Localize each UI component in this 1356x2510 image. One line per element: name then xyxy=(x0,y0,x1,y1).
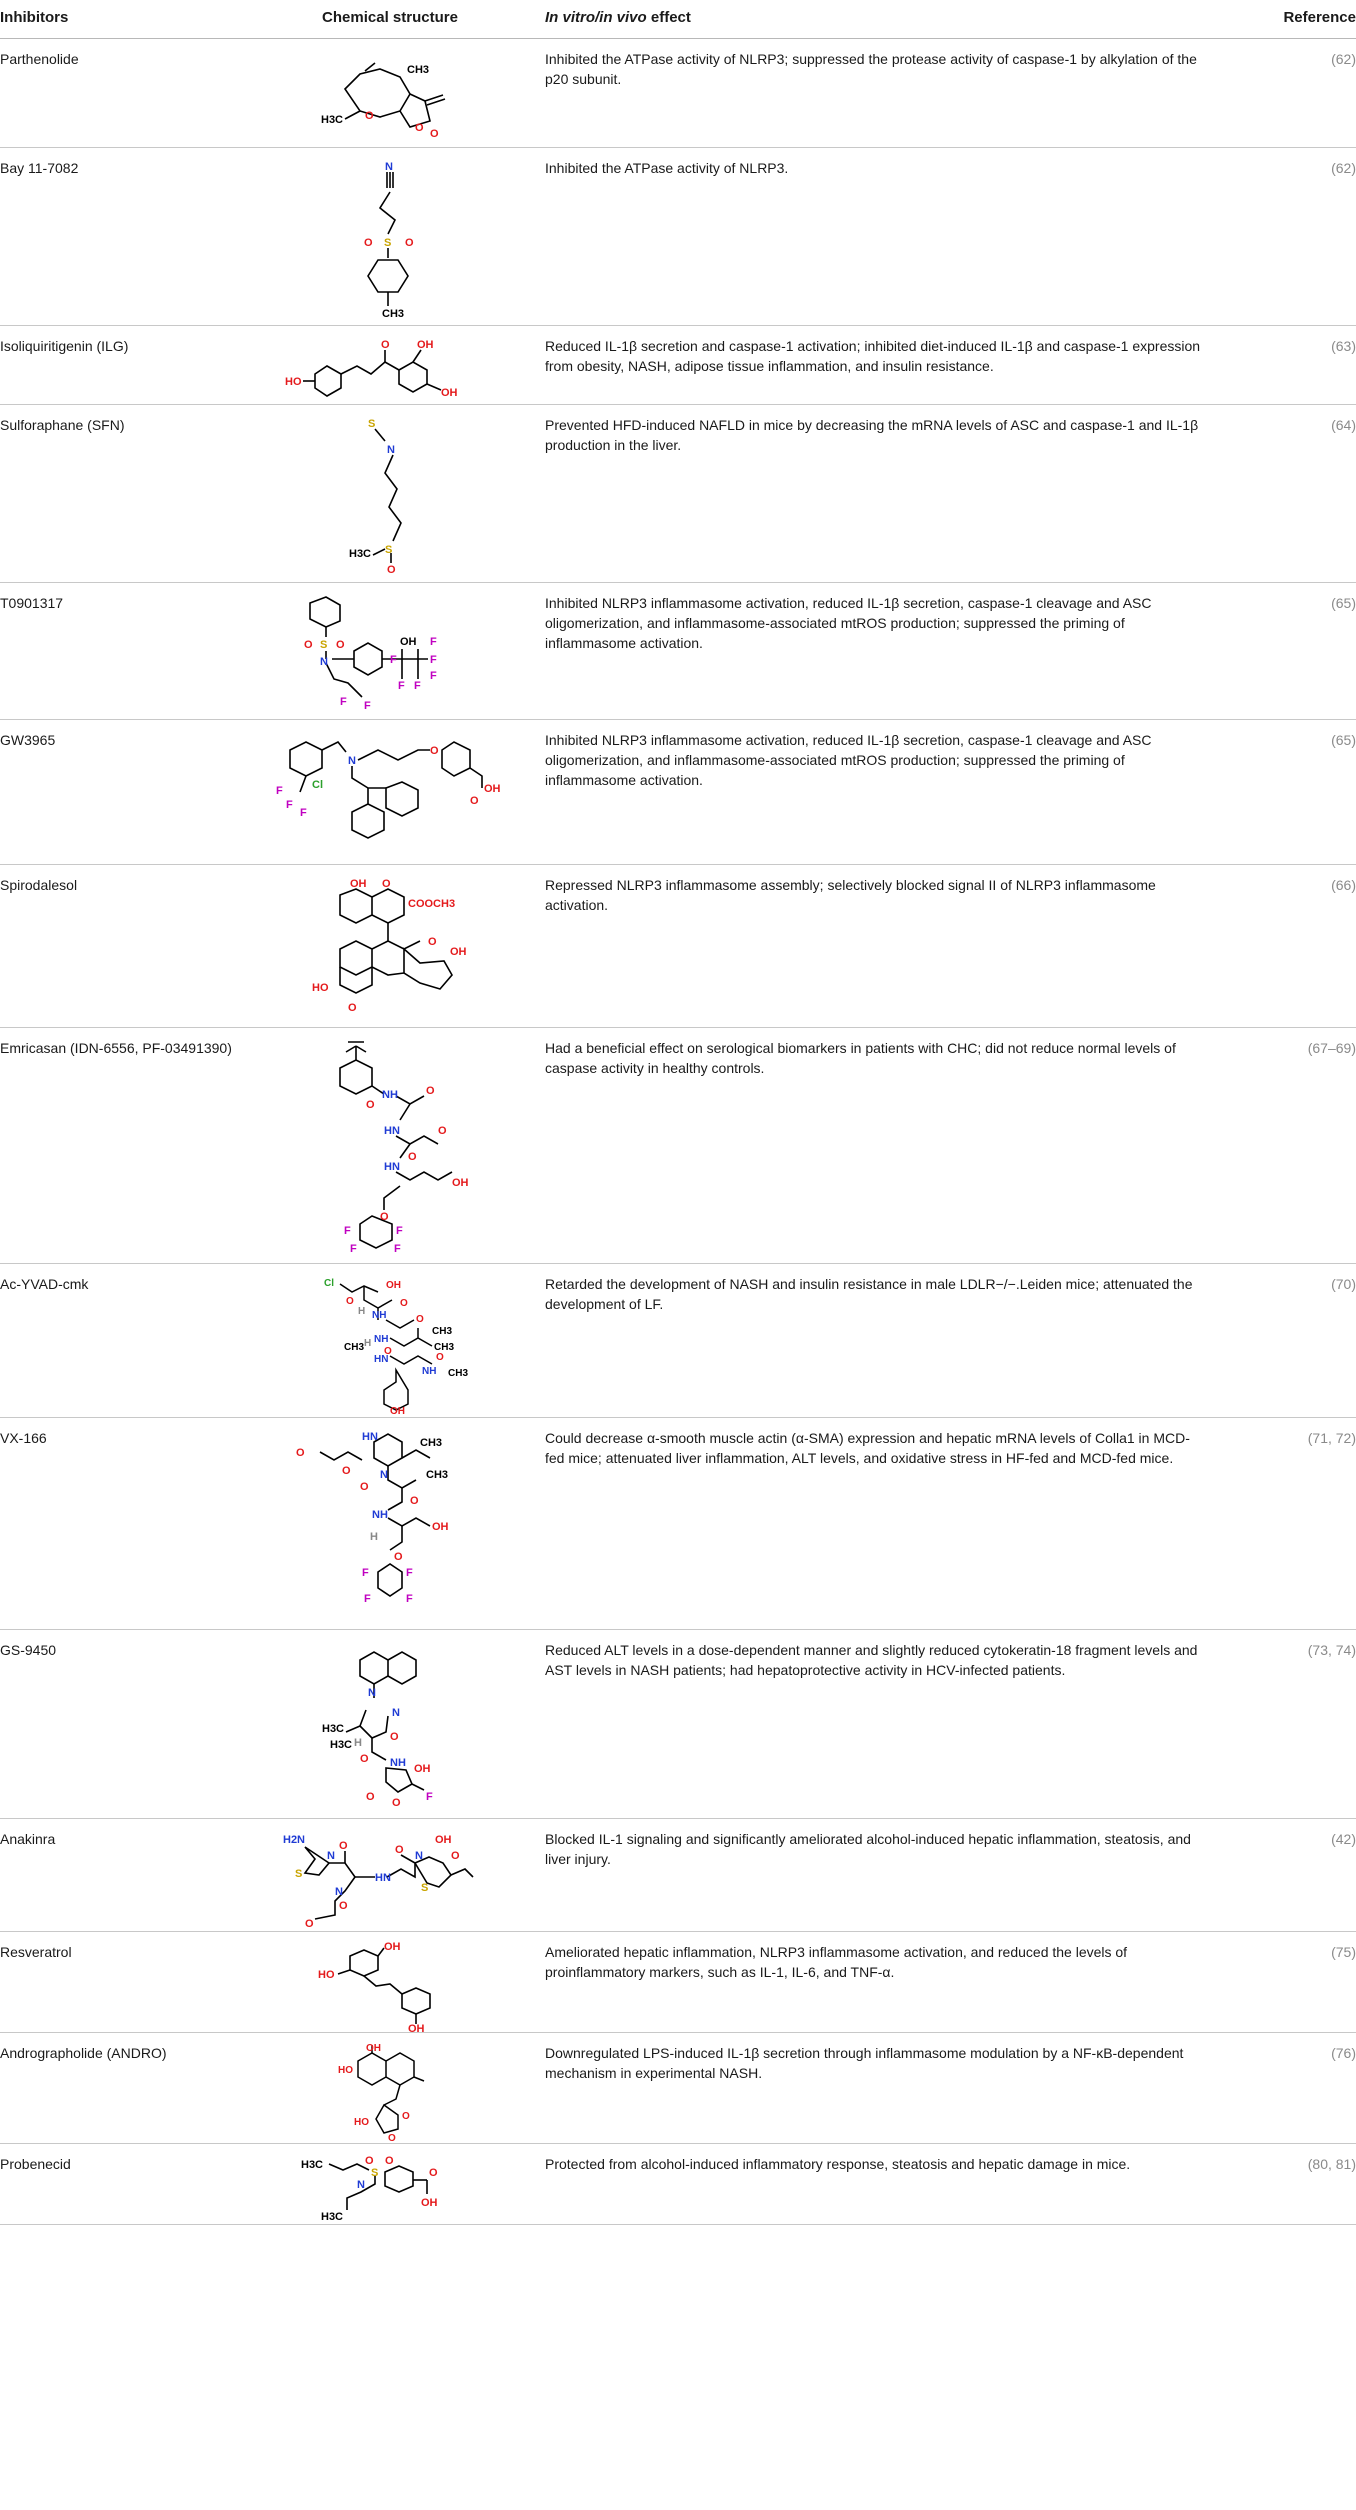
label-s: S xyxy=(295,1868,303,1880)
label-f: F xyxy=(390,654,397,666)
structure-sulforaphane xyxy=(335,415,445,575)
table-row xyxy=(0,39,1356,148)
label-f: F xyxy=(276,785,283,797)
label-cooch3: COOCH3 xyxy=(408,898,456,910)
label-oh: OH xyxy=(421,2197,438,2209)
reference-link[interactable]: (63) xyxy=(1242,326,1356,405)
effect-text: Had a beneficial effect on serological biomarkers in patients with CHC; did not reduce normal levels of caspase activity in healthy controls. xyxy=(545,1028,1242,1264)
label-h3c: H3C xyxy=(321,2211,344,2223)
inhibitor-name: T0901317 xyxy=(0,583,235,720)
reference-link[interactable]: (71, 72) xyxy=(1242,1418,1356,1630)
label-f: F xyxy=(350,1243,357,1255)
label-o: O xyxy=(426,1085,435,1097)
table-row xyxy=(0,1418,1356,1630)
table-header-row xyxy=(0,0,1356,39)
label-h: H xyxy=(354,1737,362,1749)
label-o: O xyxy=(382,878,391,890)
inhibitor-name: Anakinra xyxy=(0,1819,235,1932)
label-oh: OH xyxy=(366,2043,381,2054)
label-o: O xyxy=(394,1551,403,1563)
label-o: O xyxy=(408,1151,417,1163)
structure-cell xyxy=(235,1028,545,1264)
structure-resveratrol xyxy=(310,1942,470,2032)
label-f: F xyxy=(364,700,371,712)
reference-link[interactable]: (75) xyxy=(1242,1932,1356,2033)
header-reference: Reference xyxy=(1242,0,1356,39)
label-f: F xyxy=(414,680,421,692)
label-h: H xyxy=(358,1306,366,1317)
label-h3c: H3C xyxy=(301,2159,324,2171)
inhibitor-name: Spirodalesol xyxy=(0,865,235,1028)
label-o: O xyxy=(405,237,414,249)
label-nh: NH xyxy=(372,1509,388,1521)
label-f: F xyxy=(406,1593,413,1605)
structure-parthenolide xyxy=(315,49,465,139)
effect-text: Reduced IL-1β secretion and caspase-1 activation; inhibited diet-induced IL-1β and caspase-1 expression from obesity, NASH, adipose tissue inflammation, and insulin resistance. xyxy=(545,326,1242,405)
structure-probenecid xyxy=(295,2154,485,2224)
label-s: S xyxy=(385,544,393,556)
structure-cell xyxy=(235,326,545,405)
label-oh: OH xyxy=(452,1177,469,1189)
label-o: O xyxy=(296,1447,305,1459)
structure-cell xyxy=(235,865,545,1028)
table-row xyxy=(0,720,1356,865)
label-o: O xyxy=(385,2155,394,2167)
label-o: O xyxy=(364,237,373,249)
effect-text: Inhibited NLRP3 inflammasome activation, reduced IL-1β secretion, caspase-1 cleavage and ASC oligomerization, and inflammasome-associated mtROS production; suppressed the priming of inflammasome activation. xyxy=(545,720,1242,865)
inhibitor-name: Resveratrol xyxy=(0,1932,235,2033)
label-s: S xyxy=(371,2167,379,2179)
label-f: F xyxy=(340,696,347,708)
table-row xyxy=(0,1630,1356,1819)
structure-cell xyxy=(235,2144,545,2225)
table-row xyxy=(0,1932,1356,2033)
label-o: O xyxy=(381,339,390,351)
label-o: O xyxy=(395,1844,404,1856)
label-hn: HN xyxy=(362,1431,378,1443)
reference-link[interactable]: (42) xyxy=(1242,1819,1356,1932)
label-o: O xyxy=(360,1753,369,1765)
label-oh: OH xyxy=(390,1406,405,1414)
label-ch3: CH3 xyxy=(426,1469,449,1481)
label-oh: OH xyxy=(450,946,467,958)
label-oh: OH xyxy=(400,636,417,648)
label-o: O xyxy=(342,1465,351,1477)
label-n: N xyxy=(415,1850,423,1862)
effect-text: Retarded the development of NASH and insulin resistance in male LDLR−/−.Leiden mice; attenuated the development of LF. xyxy=(545,1264,1242,1418)
header-structure: Chemical structure xyxy=(235,0,545,39)
label-o: O xyxy=(365,2155,374,2167)
label-oh: OH xyxy=(350,878,367,890)
label-oh: OH xyxy=(408,2023,425,2032)
effect-text: Inhibited the ATPase activity of NLRP3; suppressed the protease activity of caspase-1 by alkylation of the p20 subunit. xyxy=(545,39,1242,148)
effect-text: Blocked IL-1 signaling and significantly ameliorated alcohol-induced hepatic inflammation, steatosis, and liver injury. xyxy=(545,1819,1242,1932)
reference-link[interactable]: (80, 81) xyxy=(1242,2144,1356,2225)
label-s: S xyxy=(421,1882,429,1894)
table-row xyxy=(0,1819,1356,1932)
label-o: O xyxy=(410,1495,419,1507)
structure-cell xyxy=(235,1932,545,2033)
label-f: F xyxy=(300,807,307,819)
label-o: O xyxy=(430,745,439,757)
label-o: O xyxy=(384,1346,392,1357)
reference-link[interactable]: (66) xyxy=(1242,865,1356,1028)
structure-cell xyxy=(235,1630,545,1819)
structure-andrographolide xyxy=(310,2043,470,2143)
label-f: F xyxy=(396,1225,403,1237)
header-effect-italic: In vitro/in vivo xyxy=(545,8,647,26)
inhibitor-name: Bay 11-7082 xyxy=(0,148,235,326)
structure-vx-166 xyxy=(290,1428,490,1623)
structure-isoliquiritigenin xyxy=(285,336,495,398)
label-o: O xyxy=(390,1731,399,1743)
label-hn: HN xyxy=(375,1872,391,1884)
label-oh: OH xyxy=(386,1280,401,1291)
label-ho: HO xyxy=(312,982,329,994)
reference-link[interactable]: (65) xyxy=(1242,720,1356,865)
label-ch3: CH3 xyxy=(407,64,430,76)
label-o: O xyxy=(388,2133,396,2143)
label-o: O xyxy=(430,128,439,139)
inhibitor-name: VX-166 xyxy=(0,1418,235,1630)
label-o: O xyxy=(346,1296,354,1307)
label-hn: HN xyxy=(374,1354,389,1365)
label-nh: NH xyxy=(372,1310,387,1321)
label-s: S xyxy=(384,237,392,249)
label-o: O xyxy=(438,1125,447,1137)
label-n: N xyxy=(327,1850,335,1862)
label-hn: HN xyxy=(384,1125,400,1137)
label-o: O xyxy=(436,1352,444,1363)
label-f: F xyxy=(344,1225,351,1237)
table-row xyxy=(0,865,1356,1028)
table-row xyxy=(0,405,1356,583)
label-ch3: CH3 xyxy=(434,1342,455,1353)
structure-ac-yvad-cmk xyxy=(300,1274,480,1414)
reference-link[interactable]: (64) xyxy=(1242,405,1356,583)
inhibitor-name: Isoliquiritigenin (ILG) xyxy=(0,326,235,405)
header-inhibitors: Inhibitors xyxy=(0,0,235,39)
label-f: F xyxy=(430,670,437,682)
structure-cell xyxy=(235,583,545,720)
label-nh: NH xyxy=(382,1089,398,1101)
label-o: O xyxy=(470,795,479,807)
label-n: N xyxy=(387,444,395,456)
label-n: N xyxy=(348,755,356,767)
reference-link[interactable]: (67–69) xyxy=(1242,1028,1356,1264)
structure-bay-11-7082 xyxy=(350,158,430,318)
label-o: O xyxy=(366,1791,375,1803)
label-o: O xyxy=(339,1840,348,1852)
reference-link[interactable]: (76) xyxy=(1242,2033,1356,2144)
inhibitor-name: Probenecid xyxy=(0,2144,235,2225)
label-f: F xyxy=(362,1567,369,1579)
label-o: O xyxy=(380,1211,389,1223)
label-nh: NH xyxy=(390,1757,406,1769)
inhibitor-name: Ac-YVAD-cmk xyxy=(0,1264,235,1418)
label-n: N xyxy=(335,1886,343,1898)
label-h: H xyxy=(364,1338,372,1349)
label-h3c: H3C xyxy=(322,1723,345,1735)
table-row xyxy=(0,583,1356,720)
label-f: F xyxy=(286,799,293,811)
reference-link[interactable]: (62) xyxy=(1242,39,1356,148)
label-f: F xyxy=(426,1791,433,1803)
effect-text: Repressed NLRP3 inflammasome assembly; selectively blocked signal II of NLRP3 inflammasome activation. xyxy=(545,865,1242,1028)
effect-text: Reduced ALT levels in a dose-dependent manner and slightly reduced cytokeratin-18 fragment levels and AST levels in NASH patients; had hepatoprotective activity in HCV-infected patients. xyxy=(545,1630,1242,1819)
label-f: F xyxy=(430,654,437,666)
structure-t0901317 xyxy=(290,593,490,713)
label-h: H xyxy=(370,1531,378,1543)
label-nh: NH xyxy=(374,1334,389,1345)
label-o: O xyxy=(365,110,374,122)
structure-cell xyxy=(235,39,545,148)
table-row xyxy=(0,1028,1356,1264)
reference-link[interactable]: (62) xyxy=(1242,148,1356,326)
label-o: O xyxy=(400,1298,408,1309)
effect-text: Could decrease α-smooth muscle actin (α-SMA) expression and hepatic mRNA levels of Colla1 in MCD-fed mice; attenuated liver inflammation, ALT levels, and oxidative stress in HF-fed and MCD-fed mice. xyxy=(545,1418,1242,1630)
label-nh: NH xyxy=(422,1366,437,1377)
label-h3c: H3C xyxy=(349,548,372,560)
label-ho: HO xyxy=(285,376,302,388)
header-effect-rest: effect xyxy=(646,8,691,26)
label-h3c: H3C xyxy=(321,114,344,126)
label-o: O xyxy=(366,1099,375,1111)
label-ch3: CH3 xyxy=(344,1342,365,1353)
label-o: O xyxy=(304,639,313,651)
reference-link[interactable]: (65) xyxy=(1242,583,1356,720)
structure-cell xyxy=(235,720,545,865)
structure-anakinra xyxy=(275,1829,505,1929)
label-o: O xyxy=(428,936,437,948)
effect-text: Inhibited NLRP3 inflammasome activation, reduced IL-1β secretion, caspase-1 cleavage and ASC oligomerization, and inflammasome-associated mtROS production; suppressed the priming of inflammasome activation. xyxy=(545,583,1242,720)
label-o: O xyxy=(402,2111,410,2122)
label-o: O xyxy=(416,1314,424,1325)
label-o: O xyxy=(429,2167,438,2179)
table-row xyxy=(0,326,1356,405)
label-f: F xyxy=(394,1243,401,1255)
structure-cell xyxy=(235,2033,545,2144)
inhibitor-name: GW3965 xyxy=(0,720,235,865)
structure-cell xyxy=(235,1819,545,1932)
effect-text: Protected from alcohol-induced inflammatory response, steatosis and hepatic damage in mice. xyxy=(545,2144,1242,2225)
structure-spirodalesol xyxy=(300,875,480,1020)
label-o: O xyxy=(387,564,396,575)
label-oh: OH xyxy=(484,783,501,795)
label-f: F xyxy=(430,636,437,648)
label-ch3: CH3 xyxy=(382,308,405,318)
label-n: N xyxy=(357,2179,365,2191)
label-o: O xyxy=(415,122,424,134)
label-oh: OH xyxy=(384,1942,401,1953)
label-ho: HO xyxy=(338,2065,353,2076)
table-row xyxy=(0,148,1356,326)
label-ch3: CH3 xyxy=(432,1326,453,1337)
table-row xyxy=(0,1264,1356,1418)
inhibitor-name: GS-9450 xyxy=(0,1630,235,1819)
structure-gw3965 xyxy=(270,730,510,858)
label-oh: OH xyxy=(441,387,458,398)
label-o: O xyxy=(360,1481,369,1493)
label-h3c: H3C xyxy=(330,1739,353,1751)
label-f: F xyxy=(406,1567,413,1579)
label-cl: Cl xyxy=(312,779,323,791)
structure-cell xyxy=(235,405,545,583)
structure-cell xyxy=(235,1418,545,1630)
label-o: O xyxy=(451,1850,460,1862)
label-f: F xyxy=(398,680,405,692)
label-o: O xyxy=(392,1797,401,1809)
label-n: N xyxy=(392,1707,400,1719)
label-hn: HN xyxy=(384,1161,400,1173)
label-n: N xyxy=(385,161,393,173)
inhibitor-name: Sulforaphane (SFN) xyxy=(0,405,235,583)
effect-text: Prevented HFD-induced NAFLD in mice by decreasing the mRNA levels of ASC and caspase-1 and IL-1β production in the liver. xyxy=(545,405,1242,583)
label-oh: OH xyxy=(414,1763,431,1775)
effect-text: Ameliorated hepatic inflammation, NLRP3 inflammasome activation, and reduced the levels of proinflammatory markers, such as IL-1, IL-6, and TNF-α. xyxy=(545,1932,1242,2033)
reference-link[interactable]: (70) xyxy=(1242,1264,1356,1418)
label-ho: HO xyxy=(318,1969,335,1981)
structure-cell xyxy=(235,1264,545,1418)
inhibitor-name: Andrographolide (ANDRO) xyxy=(0,2033,235,2144)
label-n: N xyxy=(380,1469,388,1481)
structure-cell xyxy=(235,148,545,326)
label-s: S xyxy=(320,639,328,651)
inhibitor-name: Parthenolide xyxy=(0,39,235,148)
label-o: O xyxy=(336,639,345,651)
structure-emricasan xyxy=(300,1038,480,1256)
label-oh: OH xyxy=(435,1834,452,1846)
label-o: O xyxy=(305,1918,314,1929)
label-o: O xyxy=(339,1900,348,1912)
label-cl: Cl xyxy=(324,1278,334,1289)
label-oh: OH xyxy=(417,339,434,351)
label-oh: OH xyxy=(432,1521,449,1533)
label-ch3: CH3 xyxy=(448,1368,469,1379)
label-n: N xyxy=(320,656,328,668)
label-ch3: CH3 xyxy=(420,1437,443,1449)
effect-text: Downregulated LPS-induced IL-1β secretion through inflammasome modulation by a NF-κB-dependent mechanism in experimental NASH. xyxy=(545,2033,1242,2144)
structure-gs-9450 xyxy=(300,1640,480,1810)
label-ho: HO xyxy=(354,2117,369,2128)
inhibitor-name: Emricasan (IDN-6556, PF-03491390) xyxy=(0,1028,235,1264)
table-row xyxy=(0,2033,1356,2144)
label-s: S xyxy=(368,418,376,430)
table-row xyxy=(0,2144,1356,2225)
reference-link[interactable]: (73, 74) xyxy=(1242,1630,1356,1819)
header-effect xyxy=(545,0,1242,39)
label-n: N xyxy=(368,1687,376,1699)
effect-text: Inhibited the ATPase activity of NLRP3. xyxy=(545,148,1242,326)
label-h2n: H2N xyxy=(283,1834,306,1846)
label-o: O xyxy=(348,1002,357,1014)
label-f: F xyxy=(364,1593,371,1605)
